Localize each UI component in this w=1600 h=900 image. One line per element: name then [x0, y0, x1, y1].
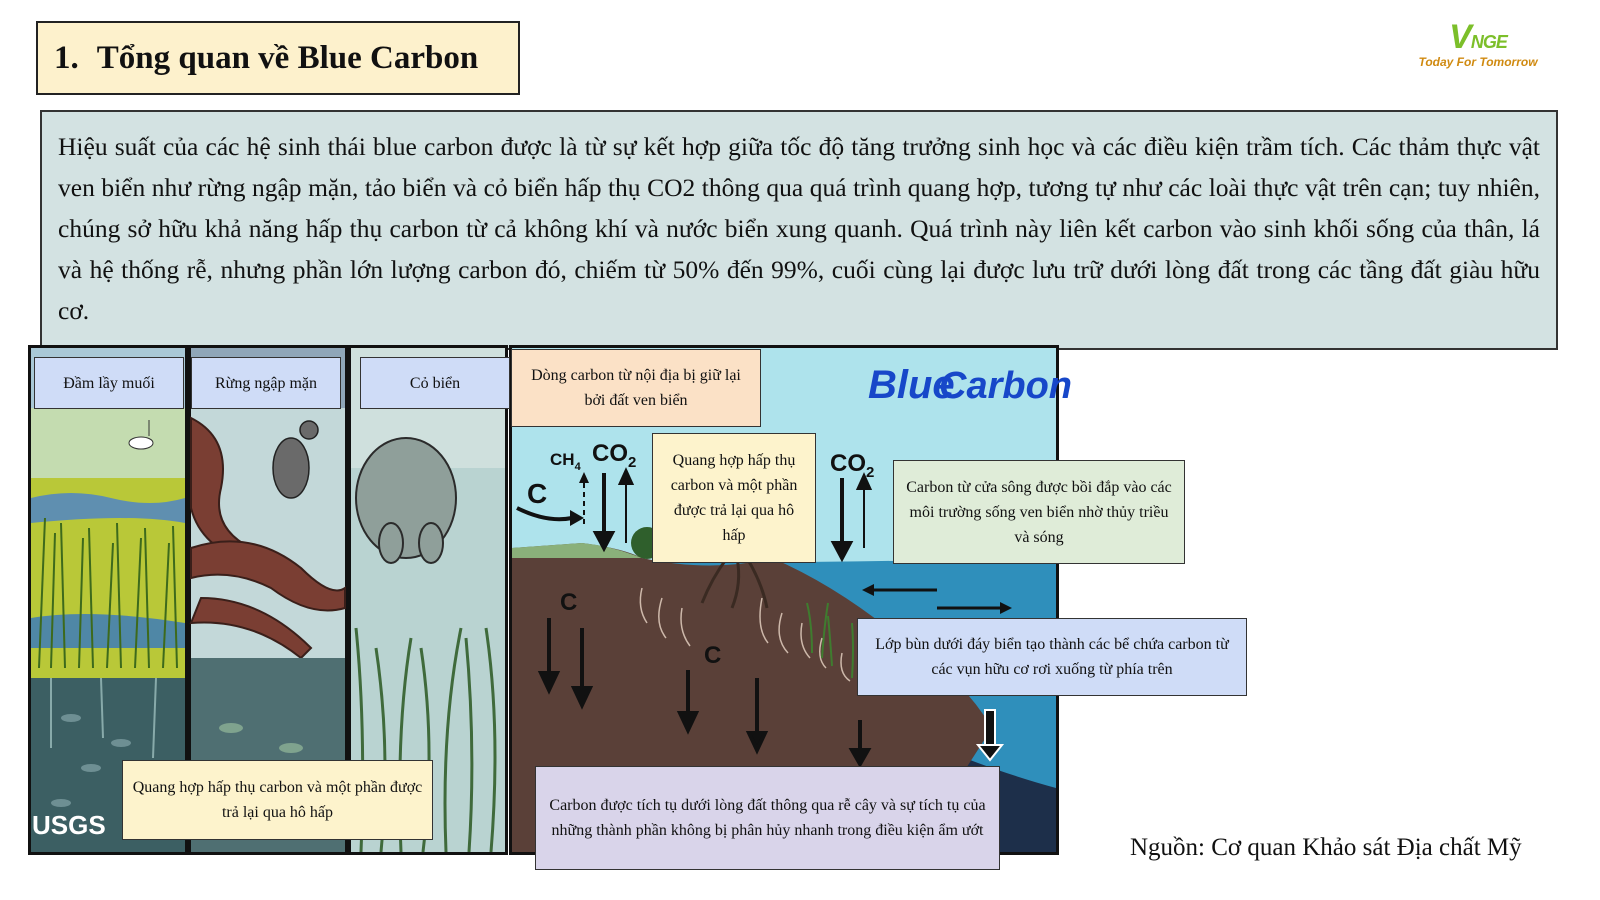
co2-label-right: $CO_2$ — [830, 450, 875, 481]
blue-carbon-logo-word2: Carbon — [939, 365, 1072, 407]
callout-estuary-carbon: Carbon từ cửa sông được bồi đắp vào các môi trường sống ven biển nhờ thủy triều và sóng — [893, 460, 1185, 564]
callout-photosynthesis-diagram: Quang hợp hấp thụ carbon và một phần được trả lại qua hô hấp — [652, 433, 816, 563]
carbon-inland-symbol: C — [527, 478, 548, 509]
callout-seabed-mud: Lớp bùn dưới đáy biển tạo thành các bể chứa carbon từ các vụn hữu cơ rơi xuống từ phía trên — [857, 618, 1247, 696]
source-citation: Nguồn: Cơ quan Khảo sát Địa chất Mỹ — [1130, 834, 1522, 861]
usgs-logo: USGS — [32, 810, 106, 840]
vnge-logo-tagline: Today For Tomorrow — [1418, 55, 1538, 69]
callout-underground-carbon: Carbon được tích tụ dưới lòng đất thông qua rễ cây và sự tích tụ của những thành phần không bị phân hủy nhanh trong điều kiện ẩm ướt — [535, 766, 1000, 870]
vnge-logo-mark: VNGE — [1449, 18, 1507, 56]
label-salt-marsh: Đầm lầy muối — [34, 357, 184, 409]
callout-inland-carbon: Dòng carbon từ nội địa bị giữ lại bởi đất ven biển — [511, 349, 761, 427]
section-number: 1. — [54, 39, 79, 76]
ch4-label: $CH_4$ — [550, 450, 581, 473]
blue-carbon-logo-word1: Blue — [868, 363, 955, 407]
section-title-text: Tổng quan về Blue Carbon — [96, 39, 479, 76]
co2-label-left: $CO_2$ — [592, 440, 637, 471]
vnge-logo — [1408, 18, 1548, 69]
intro-paragraph: Hiệu suất của các hệ sinh thái blue carbon được là từ sự kết hợp giữa tốc độ tăng trưởng sinh học và các điều kiện trầm tích. Các thảm thực vật ven biển như rừng ngập mặn, tảo biển và cỏ biển hấp thụ CO2 thông qua quá trình quang hợp, tương tự như các loài thực vật trên cạn; tuy nhiên, chúng sở hữu khả năng hấp thụ carbon từ cả không khí và nước biển xung quanh. Quá trình này liên kết carbon vào sinh khối sống của thân, lá và hệ thống rễ, nhưng phần lớn lượng carbon đó, chiếm từ 50% đến 99%, cuối cùng lại được lưu trữ dưới lòng đất trong các tầng đất giàu hữu cơ. — [40, 110, 1558, 350]
carbon-soil-symbol-left: C — [560, 589, 578, 616]
label-mangrove: Rừng ngập mặn — [191, 357, 341, 409]
callout-photosynthesis-panels: Quang hợp hấp thụ carbon và một phần được trả lại qua hô hấp — [122, 760, 433, 840]
section-title — [36, 21, 520, 95]
label-seagrass: Cỏ biển — [360, 357, 510, 409]
carbon-soil-symbol-center: C — [704, 642, 722, 669]
